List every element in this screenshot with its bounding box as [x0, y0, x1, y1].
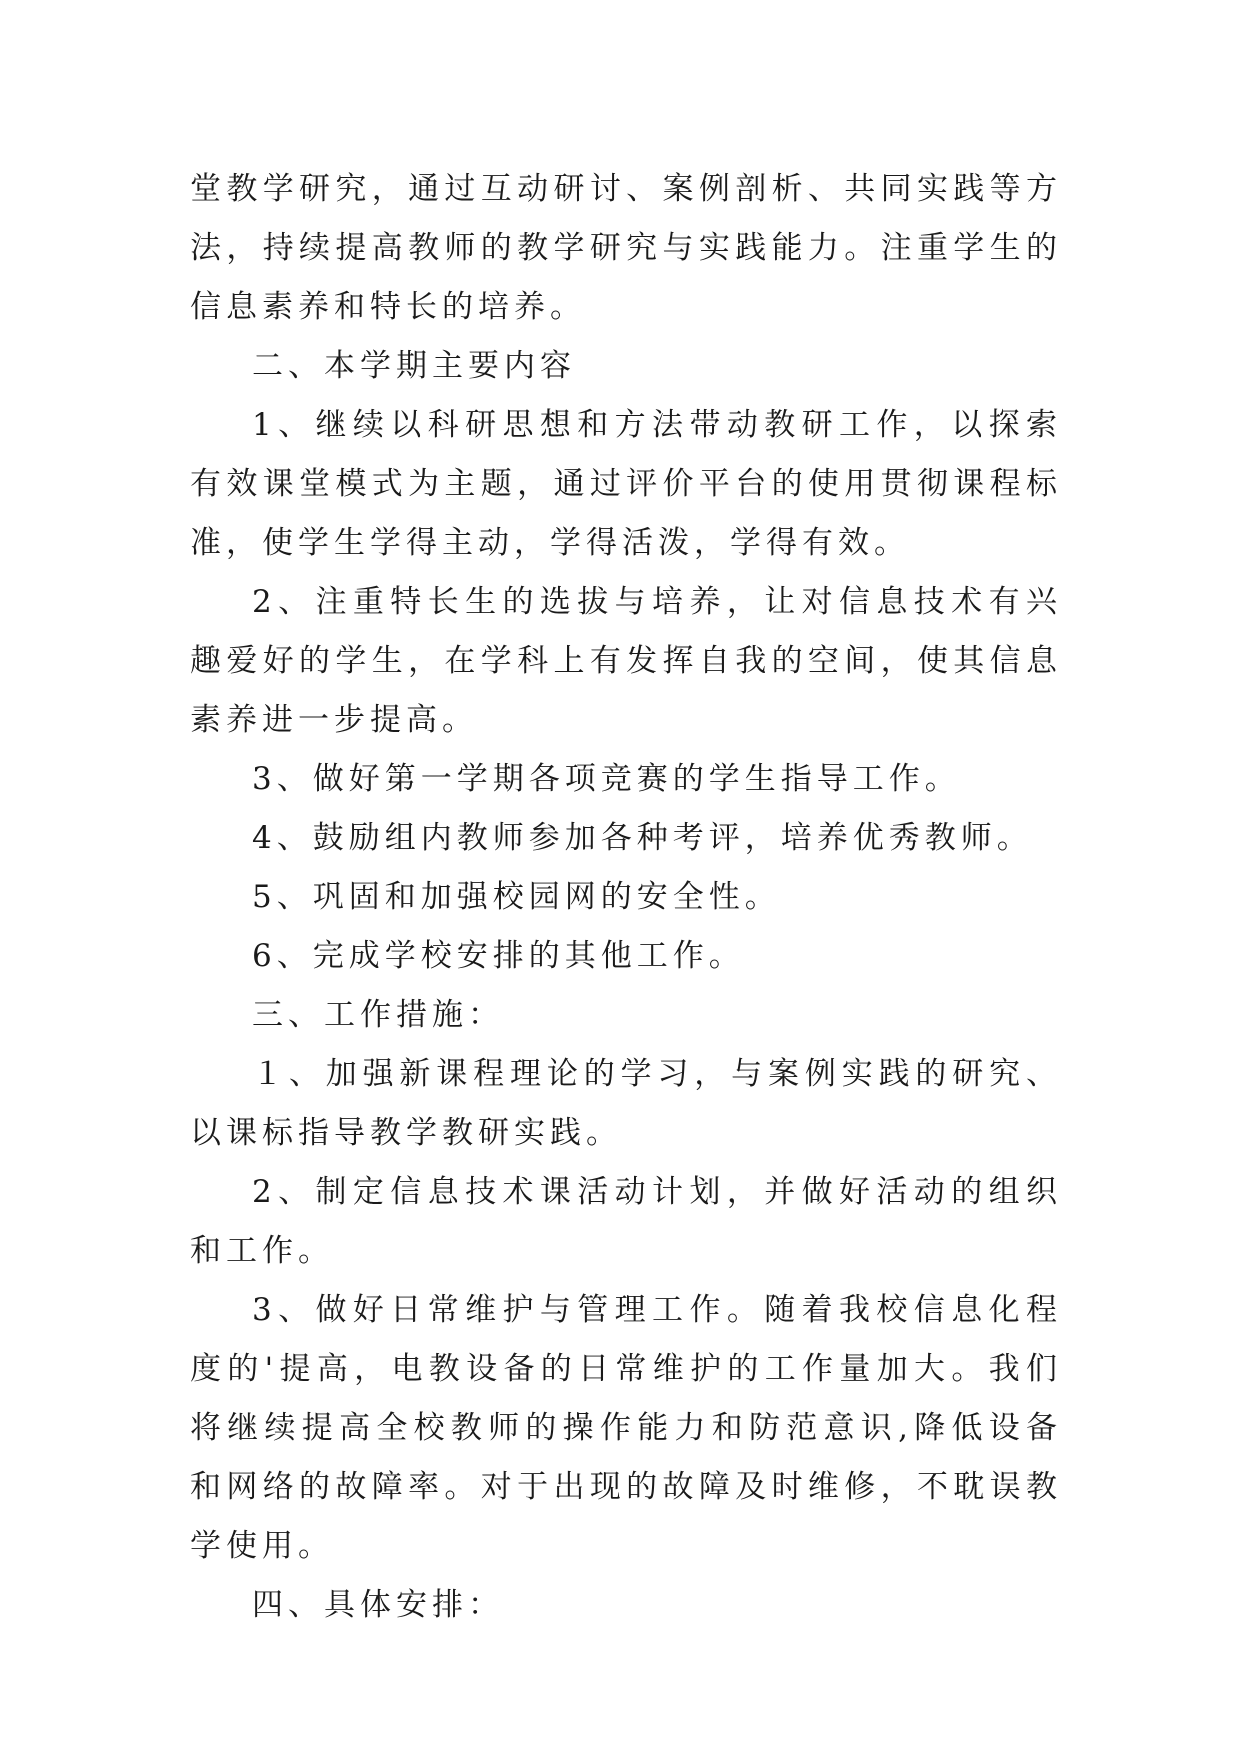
list-item-activity-plan: 2、制定信息技术课活动计划，并做好活动的组织和工作。: [190, 1174, 1062, 1269]
list-item-competition-guidance: 3、做好第一学期各项竞赛的学生指导工作。: [252, 761, 961, 797]
paragraph-intro-continued: 堂教学研究，通过互动研讨、案例剖析、共同实践等方法，持续提高教师的教学研究与实践能力。注重学生的信息素养和特长的培养。: [190, 171, 1062, 325]
list-item-maintenance: 3、做好日常维护与管理工作。随着我校信息化程度的'提高，电教设备的日常维护的工作量加大。我们将继续提高全校教师的操作能力和防范意识,降低设备和网络的故障率。对于出现的故障及时维修，不耽误教学使用。: [190, 1292, 1062, 1564]
document-body: [190, 160, 1062, 1635]
list-item-network-security: 5、巩固和加强校园网的安全性。: [252, 879, 781, 915]
section-heading-main-content: 二、本学期主要内容: [252, 348, 576, 384]
section-heading-arrangements: 四、具体安排：: [252, 1587, 504, 1623]
list-item-teacher-evaluation: 4、鼓励组内教师参加各种考评，培养优秀教师。: [252, 820, 1033, 856]
list-item-other-work: 6、完成学校安排的其他工作。: [252, 938, 745, 974]
list-item-talent-training: 2、注重特长生的选拔与培养，让对信息技术有兴趣爱好的学生，在学科上有发挥自我的空间，使其信息素养进一步提高。: [190, 584, 1062, 738]
section-heading-measures: 三、工作措施：: [252, 997, 504, 1033]
list-item-research-method: 1、继续以科研思想和方法带动教研工作，以探索有效课堂模式为主题，通过评价平台的使用贯彻课程标准，使学生学得主动，学得活泼，学得有效。: [190, 407, 1062, 561]
list-item-curriculum-theory: １、加强新课程理论的学习，与案例实践的研究、以课标指导教学教研实践。: [190, 1056, 1062, 1151]
